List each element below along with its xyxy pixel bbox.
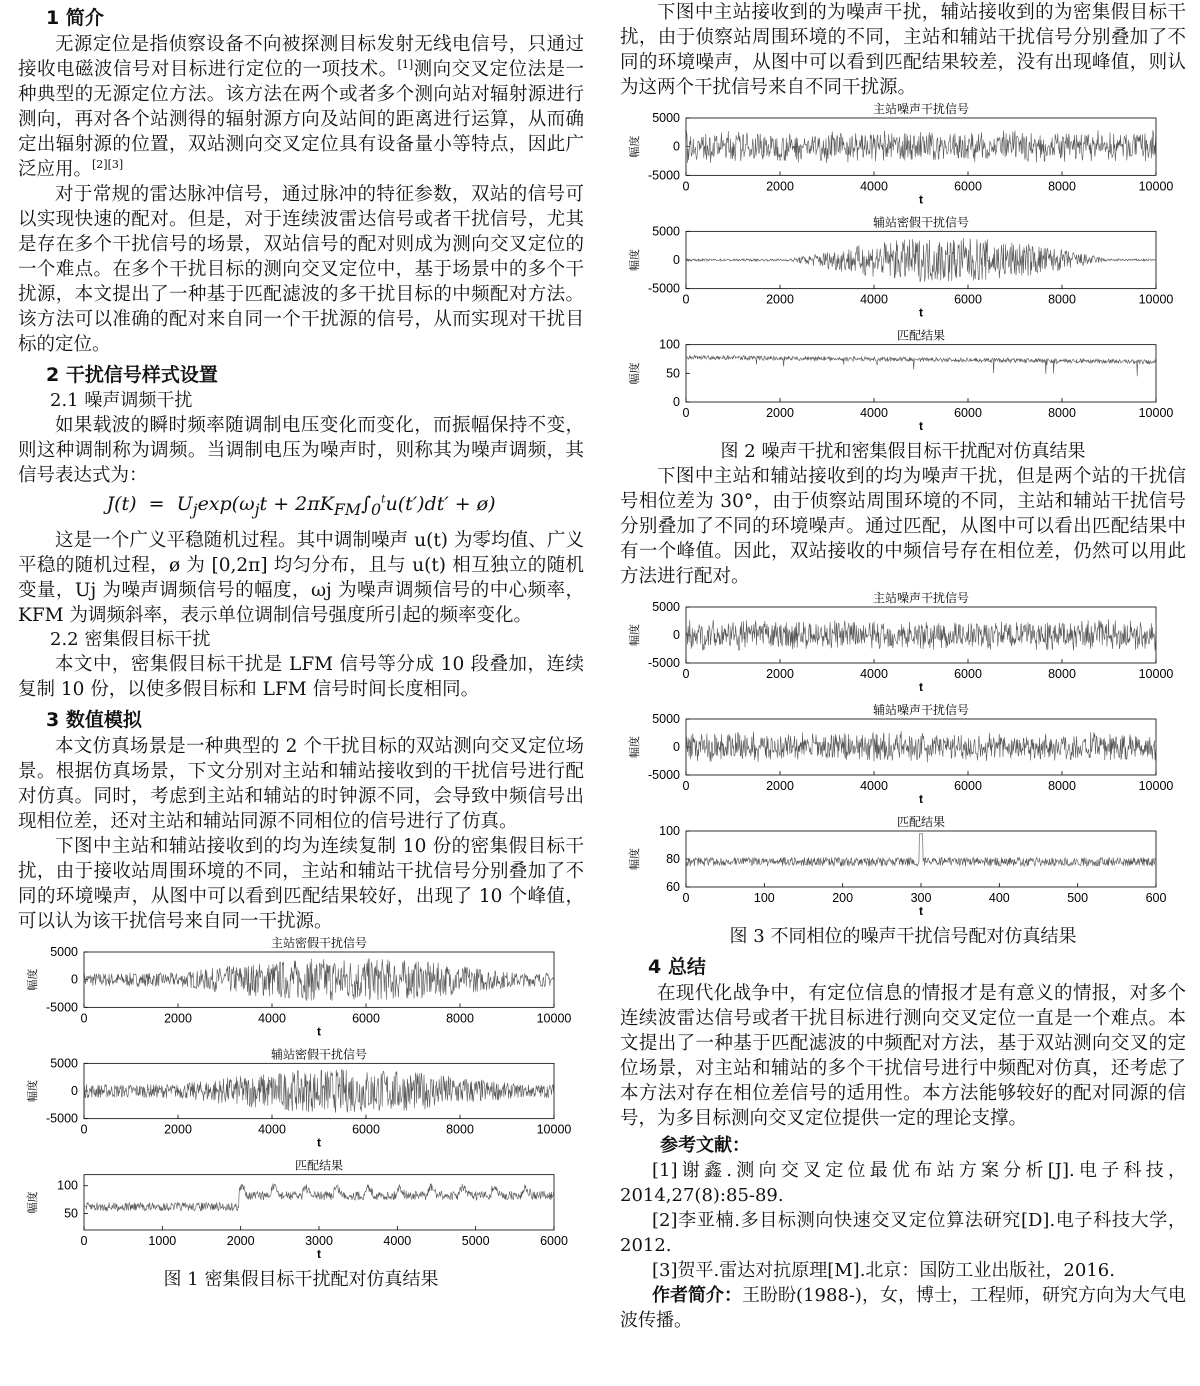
x-tick-label: 6000 (540, 1233, 568, 1248)
x-tick-label: 6000 (352, 1122, 380, 1137)
figure-panel (627, 702, 1173, 806)
x-tick-label: 6000 (352, 1011, 380, 1026)
y-tick-label: 0 (673, 395, 680, 409)
x-tick-label: 6000 (954, 292, 982, 307)
y-axis-label: 幅度 (629, 362, 641, 385)
y-tick-label: -5000 (648, 168, 680, 183)
section-heading-2: 2 干扰信号样式设置 (46, 364, 218, 386)
signal-trace (686, 238, 1156, 282)
x-axis-label: t (919, 904, 923, 918)
x-tick-label: 400 (988, 891, 1010, 905)
y-tick-label: 100 (659, 337, 680, 352)
y-tick-label: 5000 (50, 1056, 78, 1071)
x-tick-label: 100 (753, 891, 775, 905)
x-tick-label: 200 (832, 891, 854, 905)
y-tick-label: 100 (57, 1178, 78, 1193)
x-tick-label: 10000 (536, 1122, 572, 1137)
x-tick-label: 8000 (446, 1122, 474, 1137)
figure-panel (627, 590, 1173, 694)
y-tick-label: 50 (64, 1206, 78, 1221)
x-tick-label: 6000 (954, 406, 982, 420)
x-tick-label: 0 (682, 891, 690, 905)
panel-title: 辅站噪声干扰信号 (872, 703, 970, 717)
x-tick-label: 4000 (860, 779, 888, 793)
x-tick-label: 4000 (860, 667, 888, 681)
y-axis-label: 幅度 (629, 249, 641, 271)
panel-title: 主站噪声干扰信号 (872, 102, 970, 116)
reference-3: [3]贺平.雷达对抗原理[M].北京：国防工业出版社，2016. (652, 1260, 1115, 1281)
x-tick-label: 2000 (766, 292, 794, 307)
y-axis-label: 幅度 (629, 624, 641, 646)
x-axis-label: t (919, 192, 923, 207)
x-tick-label: 500 (1067, 891, 1089, 905)
x-tick-label: 2000 (226, 1233, 255, 1248)
x-tick-label: 10000 (1138, 667, 1174, 681)
x-tick-label: 4000 (383, 1233, 412, 1248)
x-tick-label: 0 (682, 179, 690, 194)
y-tick-label: -5000 (46, 1000, 78, 1015)
panel-title: 匹配结果 (294, 1158, 344, 1173)
x-tick-label: 0 (682, 292, 690, 307)
x-tick-label: 8000 (446, 1011, 474, 1026)
x-tick-label: 6000 (954, 179, 982, 194)
y-tick-label: 0 (673, 253, 680, 267)
x-tick-label: 0 (682, 406, 690, 420)
x-axis-label: t (919, 680, 923, 694)
signal-trace (84, 1183, 554, 1211)
y-tick-label: 100 (659, 824, 680, 838)
x-tick-label: 0 (80, 1011, 88, 1026)
x-tick-label: 4000 (258, 1122, 286, 1137)
y-axis-label: 幅度 (27, 1079, 39, 1102)
figure-panel (627, 814, 1166, 918)
x-tick-label: 4000 (860, 406, 888, 420)
panel-title: 匹配结果 (896, 328, 946, 343)
x-tick-label: 10000 (1138, 406, 1174, 420)
y-tick-label: -5000 (648, 656, 680, 670)
x-axis-label: t (317, 1246, 321, 1261)
paragraph-simulation-4: 下图中主站和辅站接收到的均为噪声干扰，但是两个站的干扰信号相位差为 30°，由于侦察站周围环境的不同，主站和辅站干扰信号分别叠加了不同的环境噪声。通过匹配，从图中可以看出匹配结果中有一个峰值。因此，双站接收的中频信号存在相位差，仍然可以用此方法进行配对。 (620, 466, 1186, 587)
figure-panel (25, 935, 571, 1038)
x-tick-label: 2000 (766, 406, 794, 420)
figure-panel (627, 101, 1173, 206)
left-column (18, 0, 584, 1292)
section-heading-4: 4 总结 (648, 956, 706, 978)
section-heading-1: 1 简介 (46, 7, 104, 29)
x-axis-label: t (317, 1135, 321, 1150)
paragraph-conclusion: 在现代化战争中，有定位信息的情报才是有意义的情报，对多个连续波雷达信号或者干扰目标进行测向交叉定位一直是一个难点。本文提出了一种基于匹配滤波的中频配对方法，基于双站测向交叉的定位场景，对主站和辅站的多个干扰信号进行中频配对仿真，还考虑了本方法对存在相位差信号的适用性。本方法能够较好的配对同源的信号，为多目标测向交叉定位提供一定的理论支撑。 (620, 983, 1186, 1129)
subsection-heading-2-2: 2.2 密集假目标干扰 (50, 628, 211, 650)
y-axis-label: 幅度 (629, 736, 641, 758)
y-tick-label: 0 (673, 740, 680, 754)
y-axis-label: 幅度 (27, 968, 39, 991)
x-tick-label: 6000 (954, 779, 982, 793)
y-tick-label: 5000 (652, 224, 680, 239)
panel-title: 主站密假干扰信号 (270, 935, 368, 950)
signal-trace (686, 619, 1156, 650)
reference-2: [2]李亚楠.多目标测向快速交叉定位算法研究[D].电子科技大学，2012. (620, 1210, 1186, 1256)
x-tick-label: 0 (80, 1122, 88, 1137)
right-column (620, 0, 1186, 1333)
x-tick-label: 10000 (536, 1011, 572, 1026)
y-axis-label: 幅度 (27, 1191, 39, 1214)
x-tick-label: 3000 (305, 1233, 333, 1248)
y-tick-label: 60 (666, 880, 680, 894)
x-tick-label: 8000 (1048, 779, 1076, 793)
y-tick-label: -5000 (46, 1111, 78, 1126)
x-tick-label: 10000 (1138, 779, 1174, 793)
y-tick-label: -5000 (648, 768, 680, 782)
reference-1: [1]谢鑫.测向交叉定位最优布站方案分析[J].电子科技，2014,27(8):85-89. (620, 1160, 1186, 1206)
x-axis-label: t (919, 305, 923, 320)
x-axis-label: t (919, 792, 923, 806)
x-tick-label: 2000 (164, 1122, 192, 1137)
x-tick-label: 2000 (766, 667, 794, 681)
paragraph-intro-1: 无源定位是指侦察设备不向被探测目标发射无线电信号，只通过接收电磁波信号对目标进行定位的一项技术。[1]测向交叉定位法是一种典型的无源定位方法。该方法在两个或者多个测向站对辐射源进行测向，再对各个站测得的辐射源方向及站间的距离进行运算，从而确定出辐射源的位置，双站测向交叉定位具有设备量小等特点，因此广泛应用。[2][3] (18, 34, 584, 180)
y-tick-label: 5000 (652, 111, 680, 125)
author-info: 作者简介：王盼盼(1988-)，女，博士，工程师，研究方向为大气电波传播。 (620, 1285, 1186, 1331)
figure-panel (627, 214, 1173, 319)
x-axis-label: t (317, 1024, 321, 1039)
y-tick-label: 0 (71, 1083, 78, 1098)
figure-panel (627, 328, 1173, 433)
signal-trace (686, 731, 1156, 762)
x-tick-label: 2000 (766, 779, 794, 793)
figure-1-caption: 图 1 密集假目标干扰配对仿真结果 (163, 1268, 439, 1290)
figure-2 (620, 100, 1186, 440)
panel-title: 主站噪声干扰信号 (872, 591, 970, 605)
plot-frame (686, 345, 1156, 402)
figure-3 (620, 589, 1186, 925)
x-tick-label: 2000 (164, 1011, 192, 1026)
y-tick-label: -5000 (648, 281, 680, 296)
paragraph-simulation-1: 本文仿真场景是一种典型的 2 个干扰目标的双站测向交叉定位场景。根据仿真场景，下文分别对主站和辅站接收到的干扰信号进行配对仿真。同时，考虑到主站和辅站的时钟源不同，会导致中频信号出现相位差，还对主站和辅站同源不同相位的信号进行了仿真。 (18, 735, 584, 832)
x-tick-label: 8000 (1048, 406, 1076, 420)
figure-panel (25, 1157, 568, 1260)
panel-title: 辅站密假干扰信号 (872, 215, 970, 230)
x-tick-label: 300 (910, 891, 932, 905)
signal-trace (686, 355, 1156, 376)
y-tick-label: 5000 (652, 712, 680, 726)
signal-trace (686, 834, 1156, 867)
x-tick-label: 8000 (1048, 667, 1076, 681)
formula: $J(t) = U_j\exp(\omega_jt + 2\pi K_{FM}\int_0^tu(t')dt'$ + ø) (106, 492, 496, 519)
x-tick-label: 8000 (1048, 292, 1076, 307)
x-tick-label: 600 (1145, 891, 1167, 905)
x-tick-label: 8000 (1048, 179, 1076, 194)
paragraph-simulation-3: 下图中主站接收到的为噪声干扰，辅站接收到的为密集假目标干扰，由于侦察站周围环境的不同，主站和辅站干扰信号分别叠加了不同的环境噪声，从图中可以看到匹配结果较差，没有出现峰值，则认为这两个干扰信号来自不同干扰源。 (620, 2, 1186, 98)
figure-1 (18, 934, 584, 1268)
paragraph-simulation-2: 下图中主站和辅站接收到的均为连续复制 10 份的密集假目标干扰，由于接收站周围环境的不同，主站和辅站干扰信号分别叠加了不同的环境噪声，从图中可以看到匹配结果较好，出现了 10 个峰值，可以认为该干扰信号来自同一干扰源。 (18, 835, 584, 932)
x-tick-label: 0 (80, 1233, 88, 1248)
paragraph-noise-fm: 如果载波的瞬时频率随调制电压变化而变化，而振幅保持不变，则这种调制称为调频。当调制电压为噪声时，则称其为噪声调频，其信号表达式为： (18, 415, 584, 486)
signal-trace (686, 130, 1156, 163)
figure-2-caption: 图 2 噪声干扰和密集假目标干扰配对仿真结果 (720, 441, 1086, 462)
y-axis-label: 幅度 (629, 135, 641, 158)
x-tick-label: 4000 (860, 179, 888, 194)
x-tick-label: 5000 (461, 1233, 490, 1248)
signal-trace (84, 958, 554, 1001)
x-tick-label: 2000 (766, 179, 794, 194)
references-title: 参考文献： (660, 1135, 750, 1156)
x-tick-label: 4000 (258, 1011, 286, 1026)
x-tick-label: 10000 (1138, 292, 1174, 307)
x-tick-label: 1000 (148, 1233, 177, 1248)
section-heading-3: 3 数值模拟 (46, 708, 142, 731)
panel-title: 辅站密假干扰信号 (270, 1047, 368, 1062)
y-tick-label: 5000 (652, 600, 680, 614)
x-tick-label: 6000 (954, 667, 982, 681)
x-tick-label: 0 (682, 779, 690, 793)
x-tick-label: 4000 (860, 292, 888, 307)
y-tick-label: 50 (666, 366, 680, 381)
paragraph-dense-false-target: 本文中，密集假目标干扰是 LFM 信号等分成 10 段叠加，连续复制 10 份，以使多假目标和 LFM 信号时间长度相同。 (18, 653, 584, 700)
figure-panel (25, 1046, 571, 1149)
y-tick-label: 0 (71, 972, 78, 987)
paragraph-formula-explain: 这是一个广义平稳随机过程。其中调制噪声 u(t) 为零均值、广义平稳的随机过程，ø 为 [0,2π] 均匀分布，且与 u(t) 相互独立的随机变量，Uj 为噪声调频信号的幅度，ωj 为噪声调频信号的中心频率，KFM 为调频斜率，表示单位调制信号强度所引起的频率变化。 (18, 529, 584, 626)
x-axis-label: t (919, 419, 923, 433)
paragraph-intro-2: 对于常规的雷达脉冲信号，通过脉冲的特征参数，双站的信号可以实现快速的配对。但是，对于连续波雷达信号或者干扰信号，尤其是存在多个干扰信号的场景，双站信号的配对则成为测向交叉定位的一个难点。在多个干扰目标的测向交叉定位中，基于场景中的多个干扰源，本文提出了一种基于匹配滤波的多干扰目标的中频配对方法。该方法可以准确的配对来自同一个干扰源的信号，从而实现对干扰目标的定位。 (18, 184, 584, 355)
panel-title: 匹配结果 (896, 815, 946, 829)
y-tick-label: 5000 (50, 944, 78, 959)
subsection-heading-2-1: 2.1 噪声调频干扰 (50, 390, 193, 411)
x-tick-label: 0 (682, 667, 690, 681)
y-axis-label: 幅度 (629, 848, 641, 870)
y-tick-label: 80 (666, 852, 680, 866)
plot-frame (84, 1174, 554, 1229)
y-tick-label: 0 (673, 628, 680, 642)
figure-3-caption: 图 3 不同相位的噪声干扰信号配对仿真结果 (729, 926, 1077, 947)
signal-trace (84, 1069, 554, 1112)
x-tick-label: 10000 (1138, 179, 1174, 194)
y-tick-label: 0 (673, 139, 680, 154)
